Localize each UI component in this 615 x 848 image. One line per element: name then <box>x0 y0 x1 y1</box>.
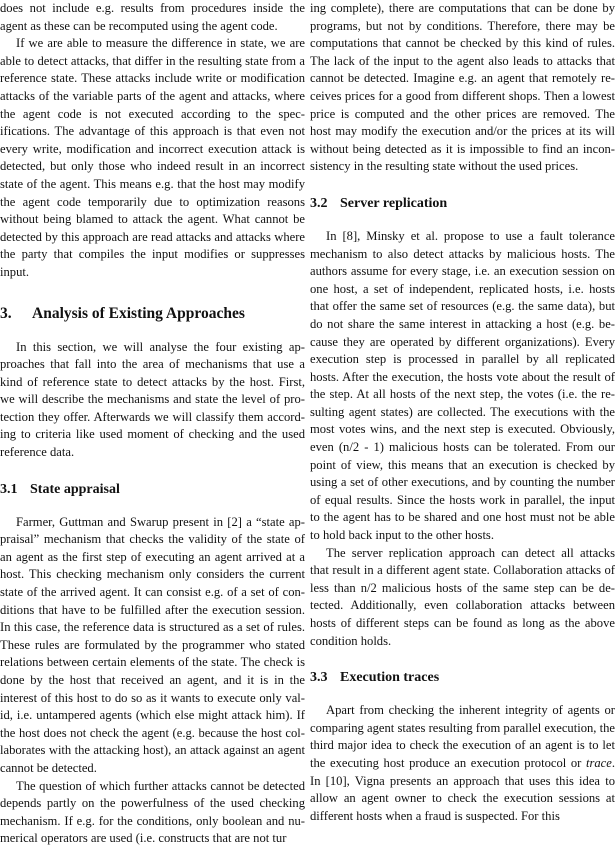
paragraph: does not include e.g. results from procedures inside the agent as these can be recomputed using the agent code. <box>0 1 305 33</box>
right-column <box>310 0 615 825</box>
paragraph: In this section, we will analyse the four existing approaches that fall into the area of mechanisms that use a kind of reference state to detect attacks by the host. First, we will describe the mechanisms and state the level of protection they offer. Afterwards we will classify them according to criteria like used moment of checking and the used reference data. <box>0 339 305 460</box>
paragraph: The question of which further attacks cannot be detected depends partly on the powerfulness of the used checking mechanism. If e.g. for the conditions, only boolean and numerical operators are used (i.e. constructs that are not tur <box>0 778 305 846</box>
paragraph: Apart from checking the inherent integrity of agents or comparing agent states resulting from parallel execution, the third major idea to check the execution of an agent is to let the executing host produce an execution protocol or trace. In [10], Vigna presents an approach that uses this idea to allow an agent owner to check the execution sessions at different hosts when a fraud is suspected. For this <box>310 703 615 823</box>
paragraph: ing complete), there are computations that can be done by programs, but not by conditions. Therefore, there may be computations that cannot be checked by this kind of rules. The lack of the input to the agent also leads to attacks that cannot be detected. Imagine e.g. an agent that remotely receives prices for a good from different shops. Then a lowest price is computed and the other prices are removed. The host may modify the execution and/or the prices at its will without being detected as it is impossible to find an inconsistency in the resulting state without the used prices. <box>310 1 615 174</box>
left-column <box>0 0 305 848</box>
subsection-heading: 3.3 Execution traces <box>310 670 440 686</box>
paragraph: In [8], Minsky et al. propose to use a fault tolerance mechanism to also detect attacks by malicious hosts. The authors assume for every stage, i.e. an execution session on one host, a set of independent, replicated hosts, i.e. hosts that offer the same set of resources (e.g. the same data), but do not share the same interest in attacking a host (e.g. because they are operated by different organizations). Every execution step is processed in parallel by all replicated hosts. After the execution, the hosts vote about the result of the step. At all hosts of the next step, the votes (i.e. the resulting agent states) are collected. The executions with the most votes wins, and the next step is executed. Obviously, even (n/2 - 1) malicious hosts can be tolerated. From our point of view, this means that an execution is checked by using a set of other executions, and by counting the number of equal results. Since the hosts work in parallel, the input to the agent has to be shared and one host must not be able to hold back input to the other hosts. <box>310 228 615 543</box>
paragraph: Farmer, Guttman and Swarup present in [2] a “state appraisal” mechanism that checks the validity of the state of an agent as the first step of executing an agent arrived at a host. This checking mechanism only considers the current state of the arrived agent. It can consist e.g. of a set of conditions that have to be fulfilled after the execution session. In this case, the reference data is structured as a set of rules. These rules are formulated by the programmer who stated relations between certain elements of the state. The check is done by the host that received an agent, and it is in the interest of this host to do so as it wants to execute only valid, i.e. untampered agents (which else might attack him). If the host does not check the agent (e.g. because the host collaborates with the attacking host), an attack against an agent cannot be detected. <box>0 514 305 775</box>
section-heading: 3. Analysis of Existing Approaches <box>0 304 245 322</box>
subsection-heading: 3.1 State appraisal <box>0 481 120 497</box>
emphasis-trace: trace <box>585 755 612 770</box>
paragraph: The server replication approach can detect all attacks that result in a different agent state. Collaboration attacks of less than n/2 malicious hosts of the same step can be detected. Additionally, even collaboration attacks between hosts of different steps can be found as long as the above condition holds. <box>310 545 615 648</box>
paragraph: If we are able to measure the difference in state, we are able to detect attacks, that differ in the resulting state from a reference state. These attacks include write or modification attacks of the variable parts of the agent and attacks, where the agent code is not executed according to the specifications. The advantage of this approach is that even not every write, modification and incorrect execution attack is detected, but only those who indeed result in an incorrect state of the agent. This means e.g. that the host may modify the agent code temporarily due to optimization reasons without being blamed to attack the agent. What cannot be detected by this approach are read attacks and attacks where the party that compiles the input modifies or suppresses input. <box>0 36 305 279</box>
subsection-heading: 3.2 Server replication <box>310 195 448 211</box>
